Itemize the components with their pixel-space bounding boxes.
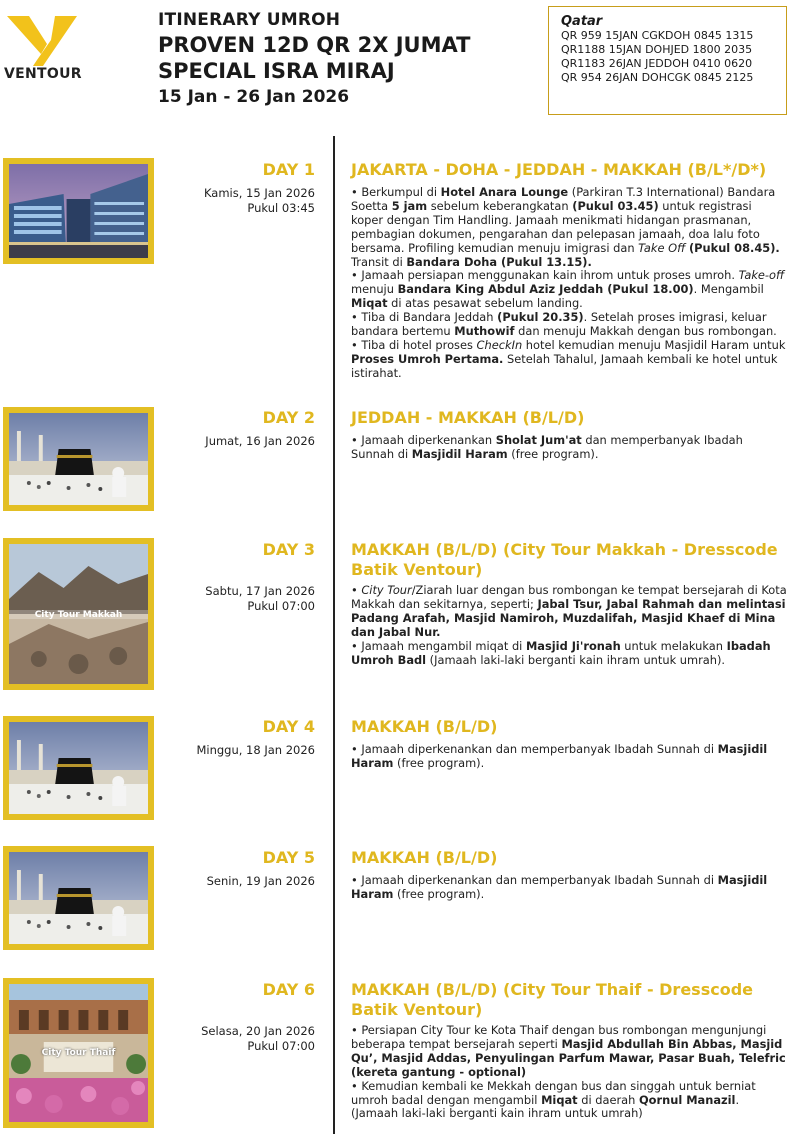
description-paragraph: • Berkumpul di Hotel Anara Lounge (Parkiran T.3 International) Bandara Soetta 5 jam sebelum keberangkatan (Pukul 03.45) untuk registrasi koper dengan Tim Handling. Jamaah menikmati hidangan prasmanan, pembagian dokumen, pengarahan dan pelepasan jamaah, doa lalu foto bersama. Profiling kemudian menuju imigrasi dan Take Off (Pukul 08.45). Transit di Bandara Doha (Pukul 13.15). — [351, 185, 780, 269]
day2-date — [205, 434, 315, 449]
description-paragraph: • Jamaah diperkenankan dan memperbanyak Ibadah Sunnah di Masjidil Haram (free program). — [351, 873, 768, 901]
day3-title: MAKKAH (B/L/D) (City Tour Makkah - Dresscode Batik Ventour) — [351, 540, 778, 579]
day3-photo-city-tour-makkah — [3, 538, 154, 690]
flight-item: QR1183 26JAN JEDDOH 0410 0620 — [561, 57, 753, 70]
itinerary-title — [158, 10, 470, 107]
ventour-v-icon — [7, 14, 77, 66]
day1-description — [351, 186, 787, 381]
day5-title: MAKKAH (B/L/D) — [351, 848, 498, 867]
day3-date — [205, 584, 315, 614]
day1-photo-hotel — [3, 158, 154, 264]
day6-label: DAY 6 — [262, 980, 315, 999]
day2-description — [351, 434, 787, 462]
day2-label: DAY 2 — [262, 408, 315, 427]
description-paragraph: • Jamaah mengambil miqat di Masjid Ji'ronah untuk melakukan Ibadah Umroh Badl (Jamaah laki-laki berganti kain ihram untuk umrah). — [351, 638, 771, 667]
day1-date — [204, 186, 315, 216]
timeline-divider — [333, 136, 335, 1134]
description-paragraph: • Jamaah persiapan menggunakan kain ihrom untuk proses umroh. Take-off menuju Bandara King Abdul Aziz Jeddah (Pukul 18.00). Mengambil Miqat di atas pesawat sebelum landing. — [351, 268, 785, 311]
date-range: 15 Jan - 26 Jan 2026 — [158, 87, 350, 107]
day4-photo-kaaba — [3, 716, 154, 820]
day5-date — [207, 874, 315, 889]
day2-date-text: Jumat, 16 Jan 2026 — [205, 434, 315, 448]
day4-title: MAKKAH (B/L/D) — [351, 717, 498, 736]
day6-date-text: Selasa, 20 Jan 2026 — [201, 1024, 315, 1038]
day3-photo-caption: City Tour Makkah — [34, 610, 123, 620]
description-paragraph: • Jamaah diperkenankan dan memperbanyak Ibadah Sunnah di Masjidil Haram (free program). — [351, 742, 768, 770]
day3-date-text: Sabtu, 17 Jan 2026 — [205, 584, 315, 598]
day3-description — [351, 584, 787, 667]
title-line-3: SPECIAL ISRA MIRAJ — [158, 59, 395, 83]
day5-label: DAY 5 — [262, 848, 315, 867]
kaaba-image — [9, 852, 148, 944]
day1-time-text: Pukul 03:45 — [247, 201, 315, 215]
description-paragraph: • City Tour/Ziarah luar dengan bus rombongan ke tempat bersejarah di Kota Makkah dan sekitarnya, seperti; Jabal Tsur, Jabal Rahmah dan melintasi Padang Arafah, Masjid Namiroh, Muzdalifah, Masjid Khaef di Mina dan Jabal Nur. — [351, 583, 787, 639]
day4-date — [196, 743, 315, 758]
flight-info-box — [548, 6, 787, 115]
description-paragraph: • Persiapan City Tour ke Kota Thaif dengan bus rombongan mengunjungi beberapa tempat bersejarah seperti Masjid Abdullah Bin Abbas, Masjid Qu’, Masjid Addas, Penyulingan Parfum Mawar, Pasar Buah, Telefric (kereta gantung - optional) — [351, 1023, 786, 1079]
day5-date-text: Senin, 19 Jan 2026 — [206, 874, 315, 888]
day3-label: DAY 3 — [262, 540, 315, 559]
day3-time-text: Pukul 07:00 — [247, 599, 315, 613]
description-paragraph: • Tiba di Bandara Jeddah (Pukul 20.35). Setelah proses imigrasi, keluar bandara bertemu Muthowif dan menuju Makkah dengan bus rombongan. — [351, 310, 777, 339]
day6-photo-caption: City Tour Thaif — [41, 1048, 116, 1058]
day1-title: JAKARTA - DOHA - JEDDAH - MAKKAH (B/L*/D*) — [351, 160, 767, 179]
day6-title: MAKKAH (B/L/D) (City Tour Thaif - Dresscode Batik Ventour) — [351, 980, 753, 1019]
brand-name: VENTOUR — [4, 66, 82, 82]
ventour-logo — [4, 14, 84, 82]
day4-label: DAY 4 — [262, 717, 315, 736]
kaaba-image — [9, 722, 148, 814]
flight-item: QR 959 15JAN CGKDOH 0845 1315 — [561, 29, 754, 42]
title-line-2: PROVEN 12D QR 2X JUMAT — [158, 33, 471, 57]
day5-photo-kaaba — [3, 846, 154, 950]
day6-photo-city-tour-thaif — [3, 978, 154, 1128]
day6-time-text: Pukul 07:00 — [247, 1039, 315, 1053]
title-line-1: ITINERARY UMROH — [158, 10, 341, 30]
description-paragraph: • Kemudian kembali ke Mekkah dengan bus dan singgah untuk berniat umroh badal dengan mengambil Miqat di daerah Qornul Manazil. (Jamaah laki-laki berganti kain ihram untuk umrah) — [351, 1078, 756, 1121]
flight-item: QR1188 15JAN DOHJED 1800 2035 — [561, 43, 753, 56]
day4-description — [351, 743, 787, 771]
day2-photo-kaaba — [3, 407, 154, 511]
day6-date — [201, 1024, 315, 1054]
day2-title: JEDDAH - MAKKAH (B/L/D) — [351, 408, 585, 427]
flight-item: QR 954 26JAN DOHCGK 0845 2125 — [561, 71, 754, 84]
description-paragraph: • Tiba di hotel proses CheckIn hotel kemudian menuju Masjidil Haram untuk Proses Umroh Pertama. Setelah Tahalul, Jamaah kembali ke hotel untuk istirahat. — [351, 337, 786, 380]
airline-name: Qatar — [561, 14, 603, 29]
day6-description — [351, 1024, 787, 1121]
description-paragraph: • Jamaah diperkenankan Sholat Jum'at dan memperbanyak Ibadah Sunnah di Masjidil Haram (free program). — [351, 433, 743, 461]
kaaba-image — [9, 413, 148, 505]
day4-date-text: Minggu, 18 Jan 2026 — [196, 743, 315, 757]
day1-label: DAY 1 — [262, 160, 315, 179]
day1-date-text: Kamis, 15 Jan 2026 — [203, 186, 315, 200]
day5-description — [351, 874, 787, 902]
